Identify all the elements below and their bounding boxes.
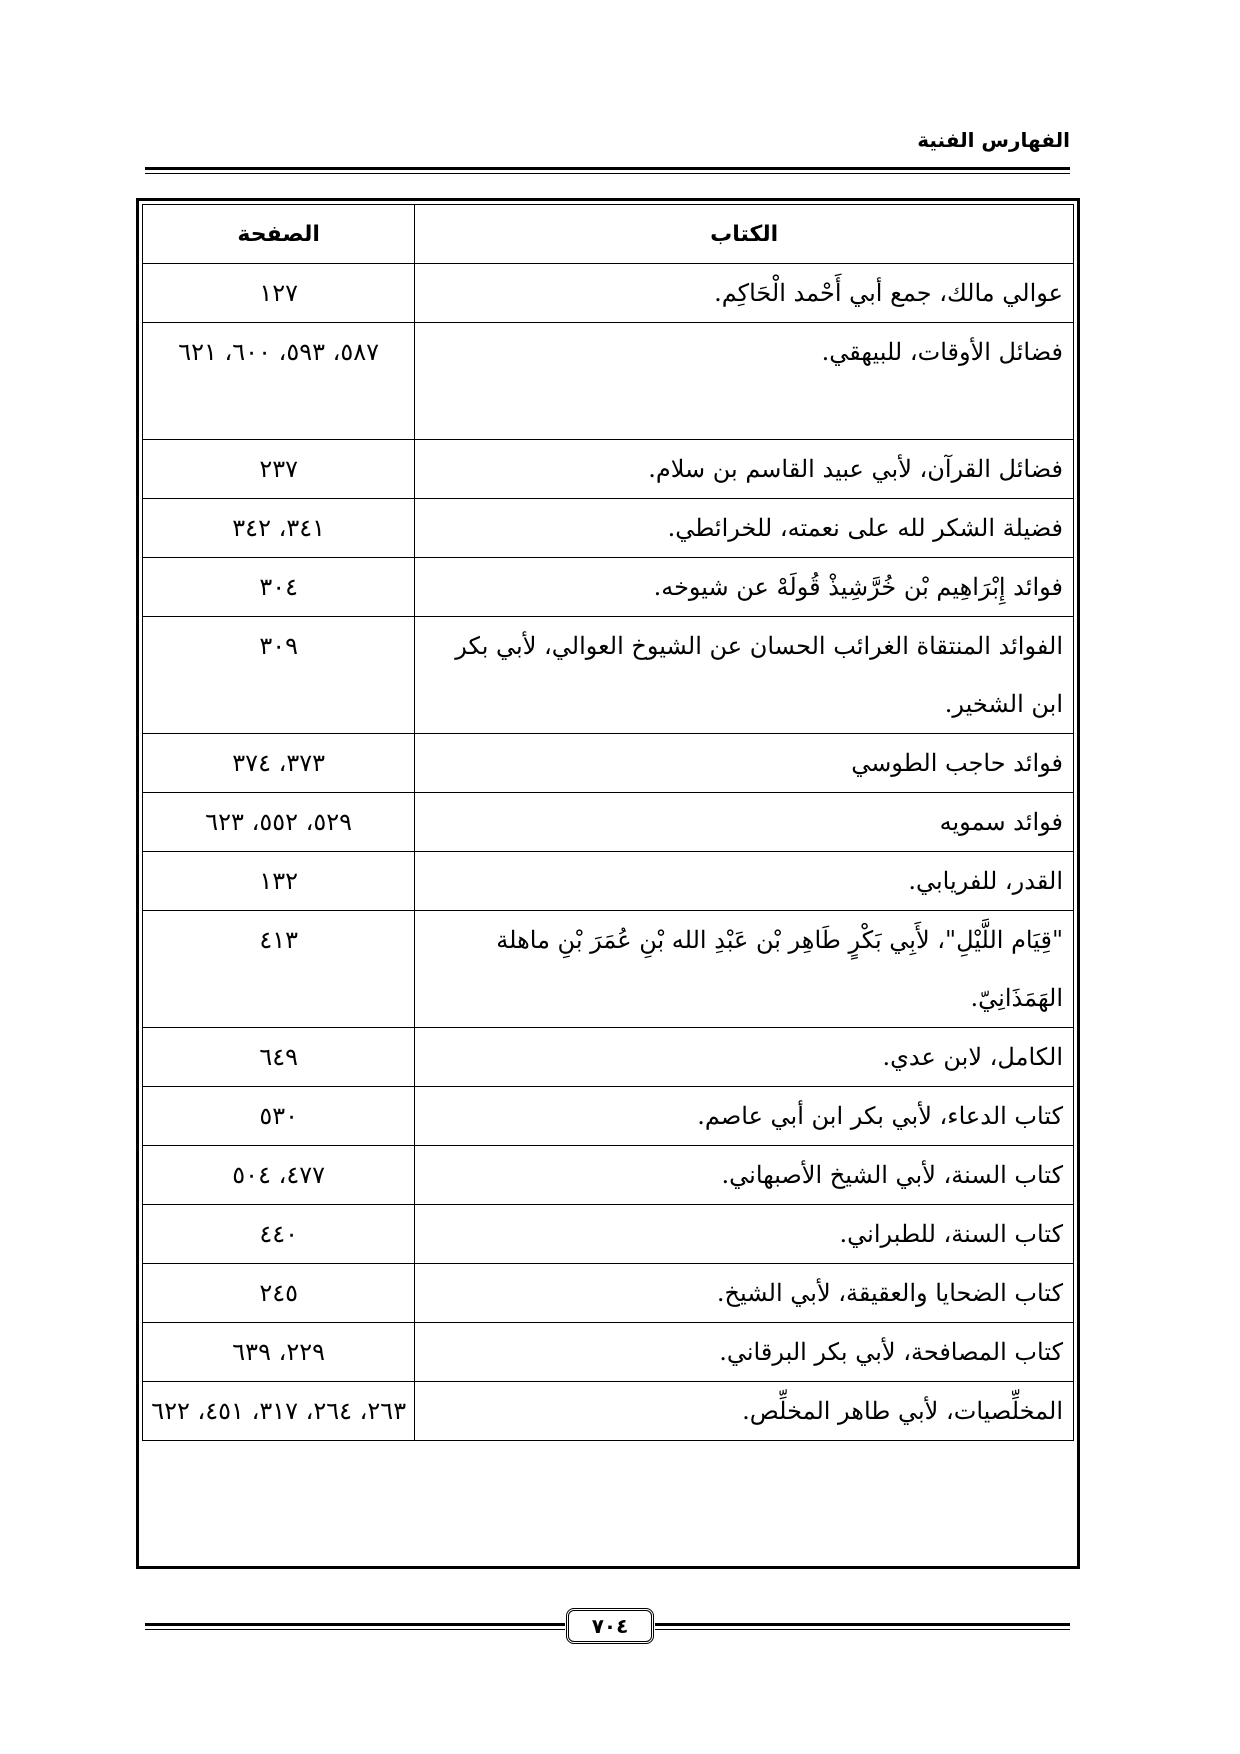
table-row xyxy=(143,911,1074,1028)
column-header-page: الصفحة xyxy=(143,205,415,264)
table-row xyxy=(143,1146,1074,1205)
book-title: الكامل، لابن عدي. xyxy=(415,1028,1074,1087)
book-title: فضائل الأوقات، للبيهقي. xyxy=(415,323,1074,440)
book-title: فضائل القرآن، لأبي عبيد القاسم بن سلام. xyxy=(415,440,1074,499)
footer-rule-right xyxy=(655,1623,1070,1630)
book-title: كتاب المصافحة، لأبي بكر البرقاني. xyxy=(415,1323,1074,1382)
table-row xyxy=(143,1205,1074,1264)
table-row xyxy=(143,323,1074,440)
page-numbers: ٥٣٠ xyxy=(143,1087,415,1146)
page-numbers: ٦٤٩ xyxy=(143,1028,415,1087)
footer-rule-left xyxy=(145,1623,565,1630)
header-rule xyxy=(145,167,1070,174)
table-row xyxy=(143,734,1074,793)
page-numbers: ١٣٢ xyxy=(143,852,415,911)
table-row xyxy=(143,558,1074,617)
book-title: فضيلة الشكر لله على نعمته، للخرائطي. xyxy=(415,499,1074,558)
page-numbers: ٢٦٣، ٢٦٤، ٣١٧، ٤٥١، ٦٢٢ xyxy=(143,1382,415,1441)
page-number: ٧٠٤ xyxy=(566,1608,654,1644)
book-title: "قِيَام اللَّيْلِ"، لأَبِي بَكْرٍ طَاهِر بْن عَبْدِ الله بْنِ عُمَرَ بْنِ ماهلة الهَمَذَانِيّ. xyxy=(415,911,1074,1028)
book-title: كتاب السنة، للطبراني. xyxy=(415,1205,1074,1264)
table-row xyxy=(143,499,1074,558)
table-row xyxy=(143,1323,1074,1382)
page-numbers: ٥٢٩، ٥٥٢، ٦٢٣ xyxy=(143,793,415,852)
page-numbers: ٣٧٣، ٣٧٤ xyxy=(143,734,415,793)
page-numbers: ٢٣٧ xyxy=(143,440,415,499)
book-title: فوائد إِبْرَاهِيم بْن خُرَّشِيذْ قُولَهْ عن شيوخه. xyxy=(415,558,1074,617)
page-numbers: ٥٨٧، ٥٩٣، ٦٠٠، ٦٢١ xyxy=(143,323,415,440)
table-row xyxy=(143,1087,1074,1146)
page-numbers: ٢٢٩، ٦٣٩ xyxy=(143,1323,415,1382)
book-title: كتاب الضحايا والعقيقة، لأبي الشيخ. xyxy=(415,1264,1074,1323)
column-header-book: الكتاب xyxy=(415,205,1074,264)
page-numbers: ١٢٧ xyxy=(143,264,415,323)
table-header-row xyxy=(143,205,1074,264)
table-row xyxy=(143,852,1074,911)
page-numbers: ٣٠٤ xyxy=(143,558,415,617)
book-title: فوائد سمويه xyxy=(415,793,1074,852)
book-title: الفوائد المنتقاة الغرائب الحسان عن الشيوخ العوالي، لأبي بكر ابن الشخير. xyxy=(415,617,1074,734)
page-numbers: ٣٤١، ٣٤٢ xyxy=(143,499,415,558)
table-row xyxy=(143,440,1074,499)
page-numbers: ٤٤٠ xyxy=(143,1205,415,1264)
page-numbers: ٣٠٩ xyxy=(143,617,415,734)
running-header: الفهارس الفنية xyxy=(917,128,1070,152)
index-table-frame xyxy=(136,198,1080,1569)
table-row xyxy=(143,264,1074,323)
page-numbers: ٤٧٧، ٥٠٤ xyxy=(143,1146,415,1205)
table-row xyxy=(143,793,1074,852)
table-row xyxy=(143,617,1074,734)
book-title: المخلِّصيات، لأبي طاهر المخلِّص. xyxy=(415,1382,1074,1441)
table-row xyxy=(143,1382,1074,1441)
book-title: كتاب الدعاء، لأبي بكر ابن أبي عاصم. xyxy=(415,1087,1074,1146)
book-title: فوائد حاجب الطوسي xyxy=(415,734,1074,793)
table-row xyxy=(143,1028,1074,1087)
page-numbers: ٢٤٥ xyxy=(143,1264,415,1323)
book-title: عوالي مالك، جمع أبي أَحْمد الْحَاكِم. xyxy=(415,264,1074,323)
books-index-table xyxy=(142,204,1074,1441)
book-title: القدر، للفريابي. xyxy=(415,852,1074,911)
table-row xyxy=(143,1264,1074,1323)
page-numbers: ٤١٣ xyxy=(143,911,415,1028)
book-title: كتاب السنة، لأبي الشيخ الأصبهاني. xyxy=(415,1146,1074,1205)
